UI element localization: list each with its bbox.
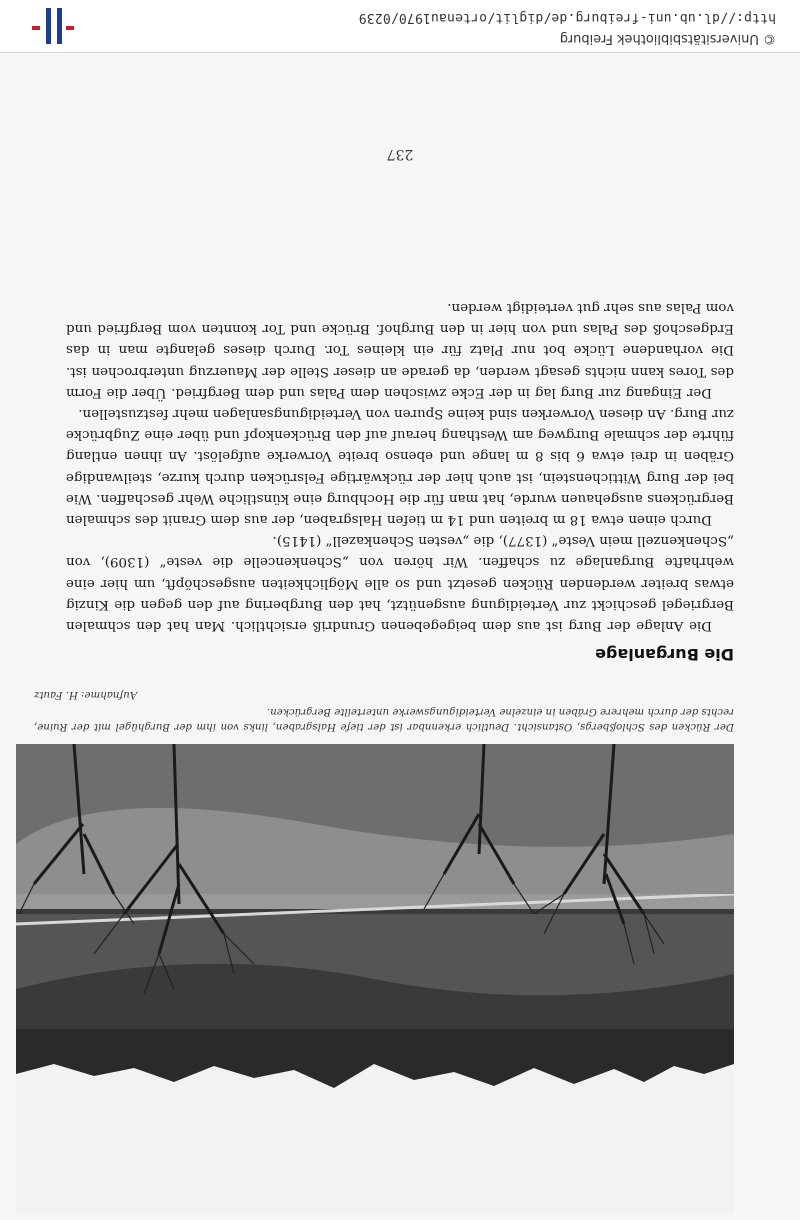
landscape-photo	[16, 744, 734, 1214]
university-library-logo-icon	[30, 8, 66, 44]
paragraph-3: Der Eingang zur Burg lag in der Ecke zwischen dem Palas und dem Bergfried. Über die Form des Tores kann nichts gesagt werden, da gerade an dieser Stelle der Mauerzug unterbrochen ist. Die vorhandene Lücke bot nur Platz für ein kleines Tor. Durch dieses gelangte man in das Erdgeschoß des Palas und von hier in den Burghof. Brücke und Tor konnten vom Bergfried und vom Palas aus sehr gut verteidigt werden.	[66, 299, 734, 400]
photo-caption	[34, 687, 734, 734]
paragraph-2: Durch einen etwa 18 m breiten und 14 m tiefen Halsgraben, der aus dem Granit des schmalen Bergrückens ausgehauen wurde, hat man für die Hochburg eine künstliche Wehr geschaffen. Wie bei der Burg Wittichenstein, ist auch hier der rückwärtige Felsrücken durch kurze, steilwandige Gräben in drei etwa 6 bis 8 m lange und ebenso breite Vorwerke aufgelöst. An ihnen entlang führte der schmale Burgweg am Westhang herauf auf den Brückenkopf und über eine Zugbrücke zur Burg. An diesen Vorwerken sind keine Spuren von Verteidigungsanlagen mehr festzustellen.	[66, 405, 734, 527]
caption-text: Der Rücken des Schloßbergs, Ostansicht. Deutlich erkennbar ist der tiefe Halsgraben, links von ihm der Burghügel mit der Ruine, rechts der durch mehrere Gräben in einzelne Verteidigungswerke unterteilte Bergrücken.	[34, 706, 734, 732]
section-heading: Die Burganlage	[595, 645, 734, 664]
paragraph-1: Die Anlage der Burg ist aus dem beigegebenen Grundriß ersichtlich. Man hat den schmalen Bergriegel geschickt zur Verteidigung ausgenützt, hat den Burgbering auf den gegen die Kinzig etwas breiter werdenden Rücken gesetzt und so alle Möglichkeiten ausgeschöpft, um hier eine wehrhafte Burganlage zu schaffen. Wir hören von „Schenkencelle die veste“ (1309), von „Schenkenzell mein Veste“ (1377), die „vesten Schenkazell“ (1415).	[66, 533, 734, 633]
page-number: 237	[386, 146, 414, 162]
body-text	[66, 297, 734, 636]
document-url[interactable]: http://dl.ub.uni-freiburg.de/diglit/ortenau1970/0239	[358, 10, 776, 25]
library-footer-bar	[0, 0, 800, 53]
copyright-notice: © Universitätsbibliothek Freiburg	[559, 31, 776, 46]
photo-scene	[16, 744, 734, 1214]
photo-credit: Aufnahme: H. Fautz	[34, 689, 138, 700]
